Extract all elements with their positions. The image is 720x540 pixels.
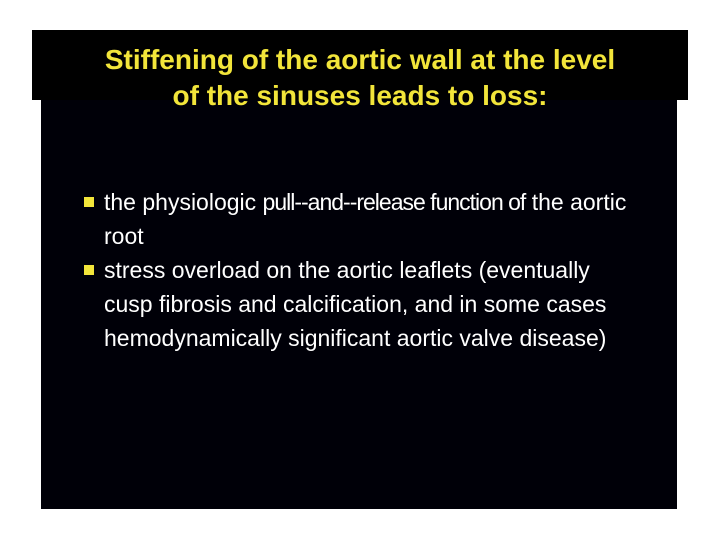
square-bullet-icon <box>84 197 94 207</box>
bullet-text <box>104 253 644 355</box>
bullet-text <box>104 185 644 253</box>
bullet-text-lead: the physiologic <box>104 189 263 215</box>
bullet-item <box>84 185 644 253</box>
bullet-item <box>84 253 644 355</box>
square-bullet-icon <box>84 265 94 275</box>
slide-title: Stiffening of the aortic wall at the level of the sinuses leads to loss: <box>104 44 616 111</box>
bullet-text-tail: the aortic root <box>104 189 627 249</box>
bullet-text-lead: stress overload on the aortic leaflets (eventually cusp fibrosis and calcification, and in some cases hemodynamically significant aortic valve disease) <box>104 257 607 351</box>
bullet-text-condensed: pull--and--release function of <box>262 189 526 215</box>
bullet-list <box>84 185 644 355</box>
